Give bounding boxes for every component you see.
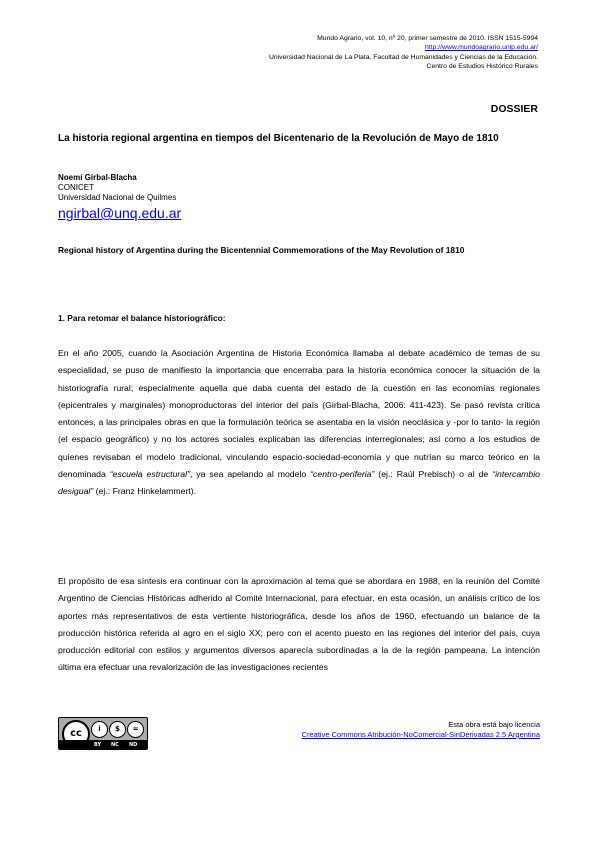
research-center-line: Centro de Estudios Histórico Rurales bbox=[426, 62, 538, 70]
body-paragraph-2: El propósito de esa síntesis era continuar con la aproximación al tema que se abordara en 1988, en la reunión del Comité Argentino de Ciencias Históricas adherido al Comité Internacional, para efectuar, en esta ocasión, un análisis crítico de los aportes más representativos de esta vertiente historiográfica, desde los años de 1960, efectuando un balance de la producción histórica referida al agro en el siglo XX; pero con el acento puesto en las regiones del interior del país, cuya producción editorial con estilos y argumentos diversos aparecía subordinadas a la de la región pampeana. La intención última era efectuar una revalorización de las investigaciones recientes bbox=[58, 576, 540, 673]
journal-citation: Mundo Agrario, vol. 10, nº 20, primer semestre de 2010. ISSN 1515-5994 bbox=[317, 35, 538, 42]
badge-label-strip bbox=[59, 740, 147, 749]
author-email-link[interactable]: ngirbal@unq.edu.ar bbox=[58, 205, 182, 221]
emphasized-term: “centro-periferia” bbox=[310, 469, 375, 480]
author-name: Noemí Girbal-Blacha bbox=[58, 173, 137, 182]
journal-url-link[interactable]: http://www.mundoagrario.unlp.edu.ar/ bbox=[425, 44, 538, 52]
emphasized-term: “intercambio desigual” bbox=[58, 469, 540, 497]
badge-label-nd: ND bbox=[129, 742, 138, 748]
license-text bbox=[302, 720, 540, 740]
license-link[interactable]: Creative Commons Atribución-NoComercial-SinDerivadas 2.5 Argentina bbox=[301, 730, 540, 739]
author-block bbox=[58, 173, 181, 222]
body-paragraph-1 bbox=[58, 345, 540, 501]
section-heading: 1. Para retomar el balance historiográfico: bbox=[58, 313, 226, 323]
attribution-icon: i bbox=[91, 721, 108, 738]
noderivatives-icon: = bbox=[127, 721, 144, 738]
university-line: Universidad Nacional de La Plata. Facultad de Humanidades y Ciencias de la Educación. bbox=[268, 53, 538, 61]
section-label: DOSSIER bbox=[490, 103, 538, 115]
license-intro: Esta obra está bajo licencia bbox=[448, 720, 540, 729]
badge-label-nc: NC bbox=[111, 742, 119, 748]
paragraph-text: En el año 2005, cuando la Asociación Argentina de Historia Económica llamaba al debate académico de temas de su especialidad, se puso de manifiesto la importancia que encerraba para la historia económica conocer la situación de la historiografía rural; especialmente aquella que daba cuenta del estado de la cuestión en las economías regionales (epicentrales y marginales) monoproductoras del interior del país (Girbal-Blacha, 2006: 411-423). Se pasó revista crítica entonces, a las principales obras en que la formulación teórica se asentaba en la visión neoclásica y -por lo tanto- la región (el espacio geográfico) y no los actores sociales explicaban las diferencias interregionales; así como a los estudios de quienes revisaban el modelo tradicional, vinculando espacio-sociedad-economía y que nutrían su marco teórico en la denominada bbox=[58, 348, 540, 480]
noncommercial-icon: $ bbox=[109, 721, 126, 738]
author-affiliation-university: Universidad Nacional de Quilmes bbox=[58, 193, 177, 202]
paragraph-text: , ya sea apelando al modelo bbox=[189, 469, 311, 480]
author-affiliation-conicet: CONICET bbox=[58, 183, 94, 192]
emphasized-term: “escuela estructural” bbox=[109, 469, 190, 480]
paragraph-text: (ej.: Franz Hinkelammert). bbox=[93, 486, 197, 497]
journal-header bbox=[269, 34, 538, 71]
article-title: La historia regional argentina en tiempos del Bicentenario de la Revolución de Mayo de 1810 bbox=[58, 133, 499, 144]
license-footer bbox=[58, 717, 540, 749]
paragraph-text: (ej.: Raúl Prebisch) o al de bbox=[374, 469, 493, 480]
cc-icon: cc bbox=[62, 720, 90, 748]
english-title: Regional history of Argentina during the Bicentennial Commemorations of the May Revolution of 1810 bbox=[58, 245, 465, 255]
creative-commons-badge[interactable] bbox=[58, 717, 148, 750]
badge-label-by: BY bbox=[94, 742, 102, 748]
